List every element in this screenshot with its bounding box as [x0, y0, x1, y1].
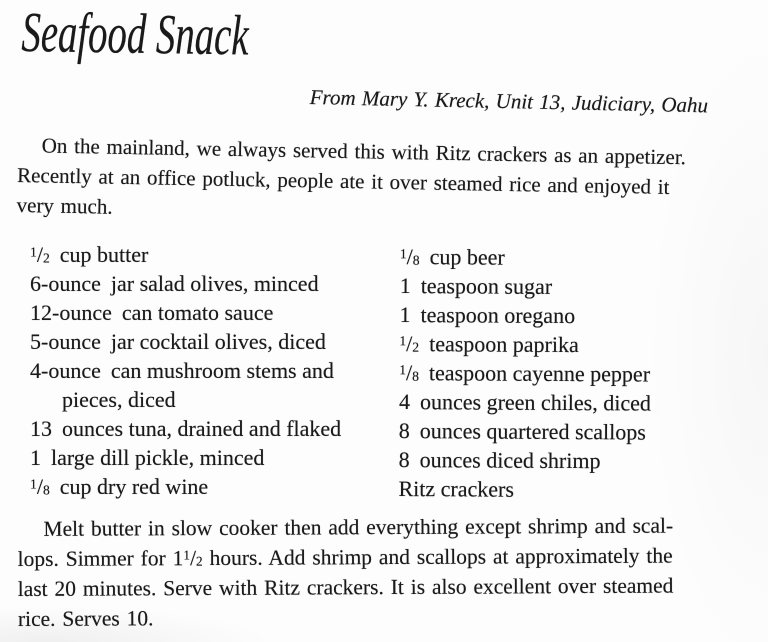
ingredient-quantity: $^1/_8$ [30, 474, 50, 499]
ingredient-line [398, 474, 742, 505]
ingredient-line [399, 329, 743, 360]
intro-paragraph [16, 130, 686, 232]
instructions-text: hours. Add shrimp and scallops at approximately the [202, 543, 673, 571]
ingredient-quantity: 13 [30, 416, 52, 441]
ingredient-line [399, 387, 743, 418]
ingredient-quantity: 12-ounce [30, 300, 112, 325]
ingredient-text: teaspoon cayenne pepper [428, 360, 651, 387]
ingredient-quantity: 5-ounce [30, 329, 101, 354]
ingredient-quantity: 6-ounce [30, 271, 101, 296]
ingredient-text: jar salad olives, minced [110, 271, 319, 296]
ingredient-line [30, 269, 384, 298]
fraction-text: $^1/_2$ [183, 546, 203, 571]
ingredient-text: teaspoon paprika [429, 331, 579, 358]
ingredient-quantity: $^1/_2$ [30, 242, 50, 267]
ingredient-quantity: $^1/_2$ [399, 331, 420, 357]
ingredient-line [399, 416, 743, 447]
ingredient-line [30, 327, 384, 356]
ingredient-line [399, 358, 743, 389]
ingredient-text: cup beer [429, 244, 505, 270]
instructions-paragraph [17, 511, 673, 634]
ingredient-line [30, 443, 384, 472]
intro-line: very much. [16, 192, 113, 219]
instructions-line [18, 541, 674, 574]
ingredient-line [30, 356, 384, 414]
intro-line: On the mainland, we always served this with Ritz crackers as an appetizer. [41, 133, 687, 170]
ingredient-text: ounces tuna, drained and flaked [62, 416, 342, 441]
ingredient-text: cup dry red wine [59, 474, 209, 499]
ingredient-quantity: 1 [399, 272, 411, 299]
ingredient-text: Ritz crackers [398, 475, 515, 502]
ingredient-text: can mushroom stems and pieces, diced [62, 358, 334, 412]
ingredient-quantity: 4 [398, 388, 411, 415]
ingredient-line [30, 414, 384, 443]
ingredients-left [30, 240, 384, 501]
ingredient-quantity: 8 [398, 446, 410, 473]
ingredient-line [399, 445, 743, 476]
ingredient-line [30, 240, 384, 269]
ingredients-right [398, 242, 744, 505]
ingredient-text: can tomato sauce [121, 300, 274, 325]
ingredient-quantity: 1 [30, 445, 41, 470]
instructions-line: rice. Serves 10. [17, 606, 154, 632]
instructions-text: lops. Simmer for 1 [17, 546, 184, 572]
ingredient-text: large dill pickle, minced [51, 445, 265, 470]
ingredient-text: ounces diced shrimp [419, 447, 601, 474]
intro-line: Recently at an office potluck, people ate it over steamed rice and enjoyed it [16, 162, 670, 199]
ingredient-quantity: $^1/_8$ [399, 360, 419, 386]
ingredient-quantity: 8 [398, 417, 410, 444]
ingredient-line [399, 300, 743, 331]
ingredient-quantity: $^1/_8$ [399, 244, 420, 270]
recipe-title: Seafood Snack [20, 0, 250, 68]
ingredient-text: ounces green chiles, diced [419, 389, 652, 416]
ingredient-line [400, 242, 744, 273]
ingredient-line [30, 472, 384, 501]
instructions-line: Melt butter in slow cooker then add everything except shrimp and scal- [43, 513, 674, 541]
ingredient-quantity: 1 [399, 301, 411, 328]
instructions-line: last 20 minutes. Serve with Ritz crackers. It is also excellent over steamed [17, 573, 674, 602]
ingredient-quantity: 4-ounce [30, 358, 101, 383]
ingredient-text: ounces quartered scallops [419, 418, 646, 445]
ingredient-text: jar cocktail olives, diced [110, 329, 326, 354]
recipe-attribution: From Mary Y. Kreck, Unit 13, Judiciary, Oahu [309, 85, 709, 118]
ingredient-line [400, 271, 744, 302]
ingredient-text: teaspoon sugar [420, 273, 553, 299]
ingredient-line [30, 298, 384, 327]
ingredient-text: teaspoon oregano [420, 302, 576, 329]
ingredient-text: cup butter [59, 242, 149, 267]
